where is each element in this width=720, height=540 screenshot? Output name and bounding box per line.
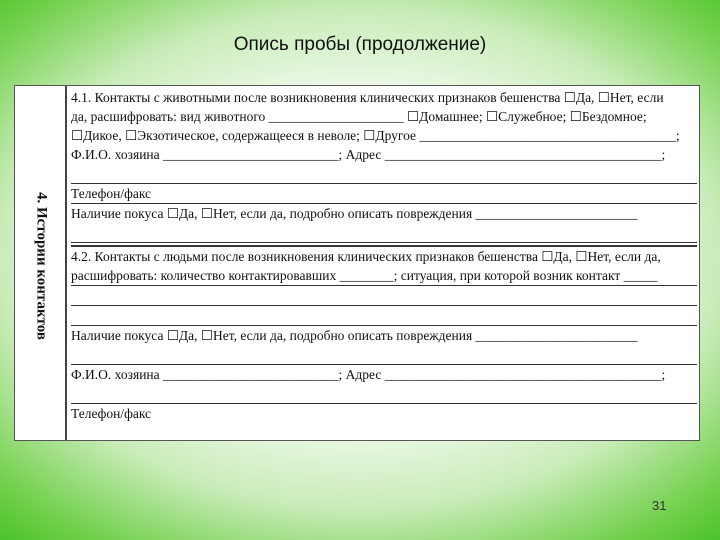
form-line-4-2-heading: 4.2. Контакты с людьми после возникновения клинических признаков бешенства ☐Да, ☐Нет, если да, (71, 245, 697, 266)
form-line-owner-address-2: Ф.И.О. хозяина __________________________; Адрес _________________________________________; (71, 367, 666, 382)
form-line-bite-presence-2: Наличие покуса ☐Да, ☐Нет, если да, подробно описать повреждения ________________________ (71, 328, 638, 343)
form-line-animal-kind: ☐Дикое, ☐Экзотическое, содержащееся в неволе; ☐Другое ______________________________________; (71, 128, 680, 143)
form-line-blank[interactable] (71, 164, 697, 184)
section-side-label-column (15, 86, 67, 440)
contact-history-form (14, 85, 700, 441)
form-content (71, 88, 697, 423)
form-line-blank[interactable] (71, 306, 697, 326)
form-line-bite-presence: Наличие покуса ☐Да, ☐Нет, если да, подробно описать повреждения ________________________ (71, 206, 638, 221)
form-line-phone-fax-2: Телефон/факс (71, 406, 152, 421)
form-line-phone-fax: Телефон/факс (71, 184, 697, 204)
form-line-contact-count: расшифровать: количество контактировавших ________; ситуация, при которой возник контакт _____ (71, 266, 697, 286)
form-line-blank[interactable] (71, 345, 697, 365)
slide-title: Опись пробы (продолжение) (233, 34, 487, 55)
section-side-label: 4. Истории контактов (33, 191, 50, 341)
form-line-4-1-heading: 4.1. Контакты с животными после возникновения клинических признаков бешенства ☐Да, ☐Нет, если (71, 90, 664, 105)
form-line-owner-address: Ф.И.О. хозяина __________________________; Адрес _________________________________________; (71, 147, 666, 162)
form-line-blank[interactable] (71, 286, 697, 306)
form-line-blank[interactable] (71, 223, 697, 243)
form-line-blank[interactable] (71, 384, 697, 404)
form-line-animal-type: да, расшифровать: вид животного ____________________ ☐Домашнее; ☐Служебное; ☐Бездомное; (71, 109, 647, 124)
page-number: 31 (652, 498, 667, 513)
